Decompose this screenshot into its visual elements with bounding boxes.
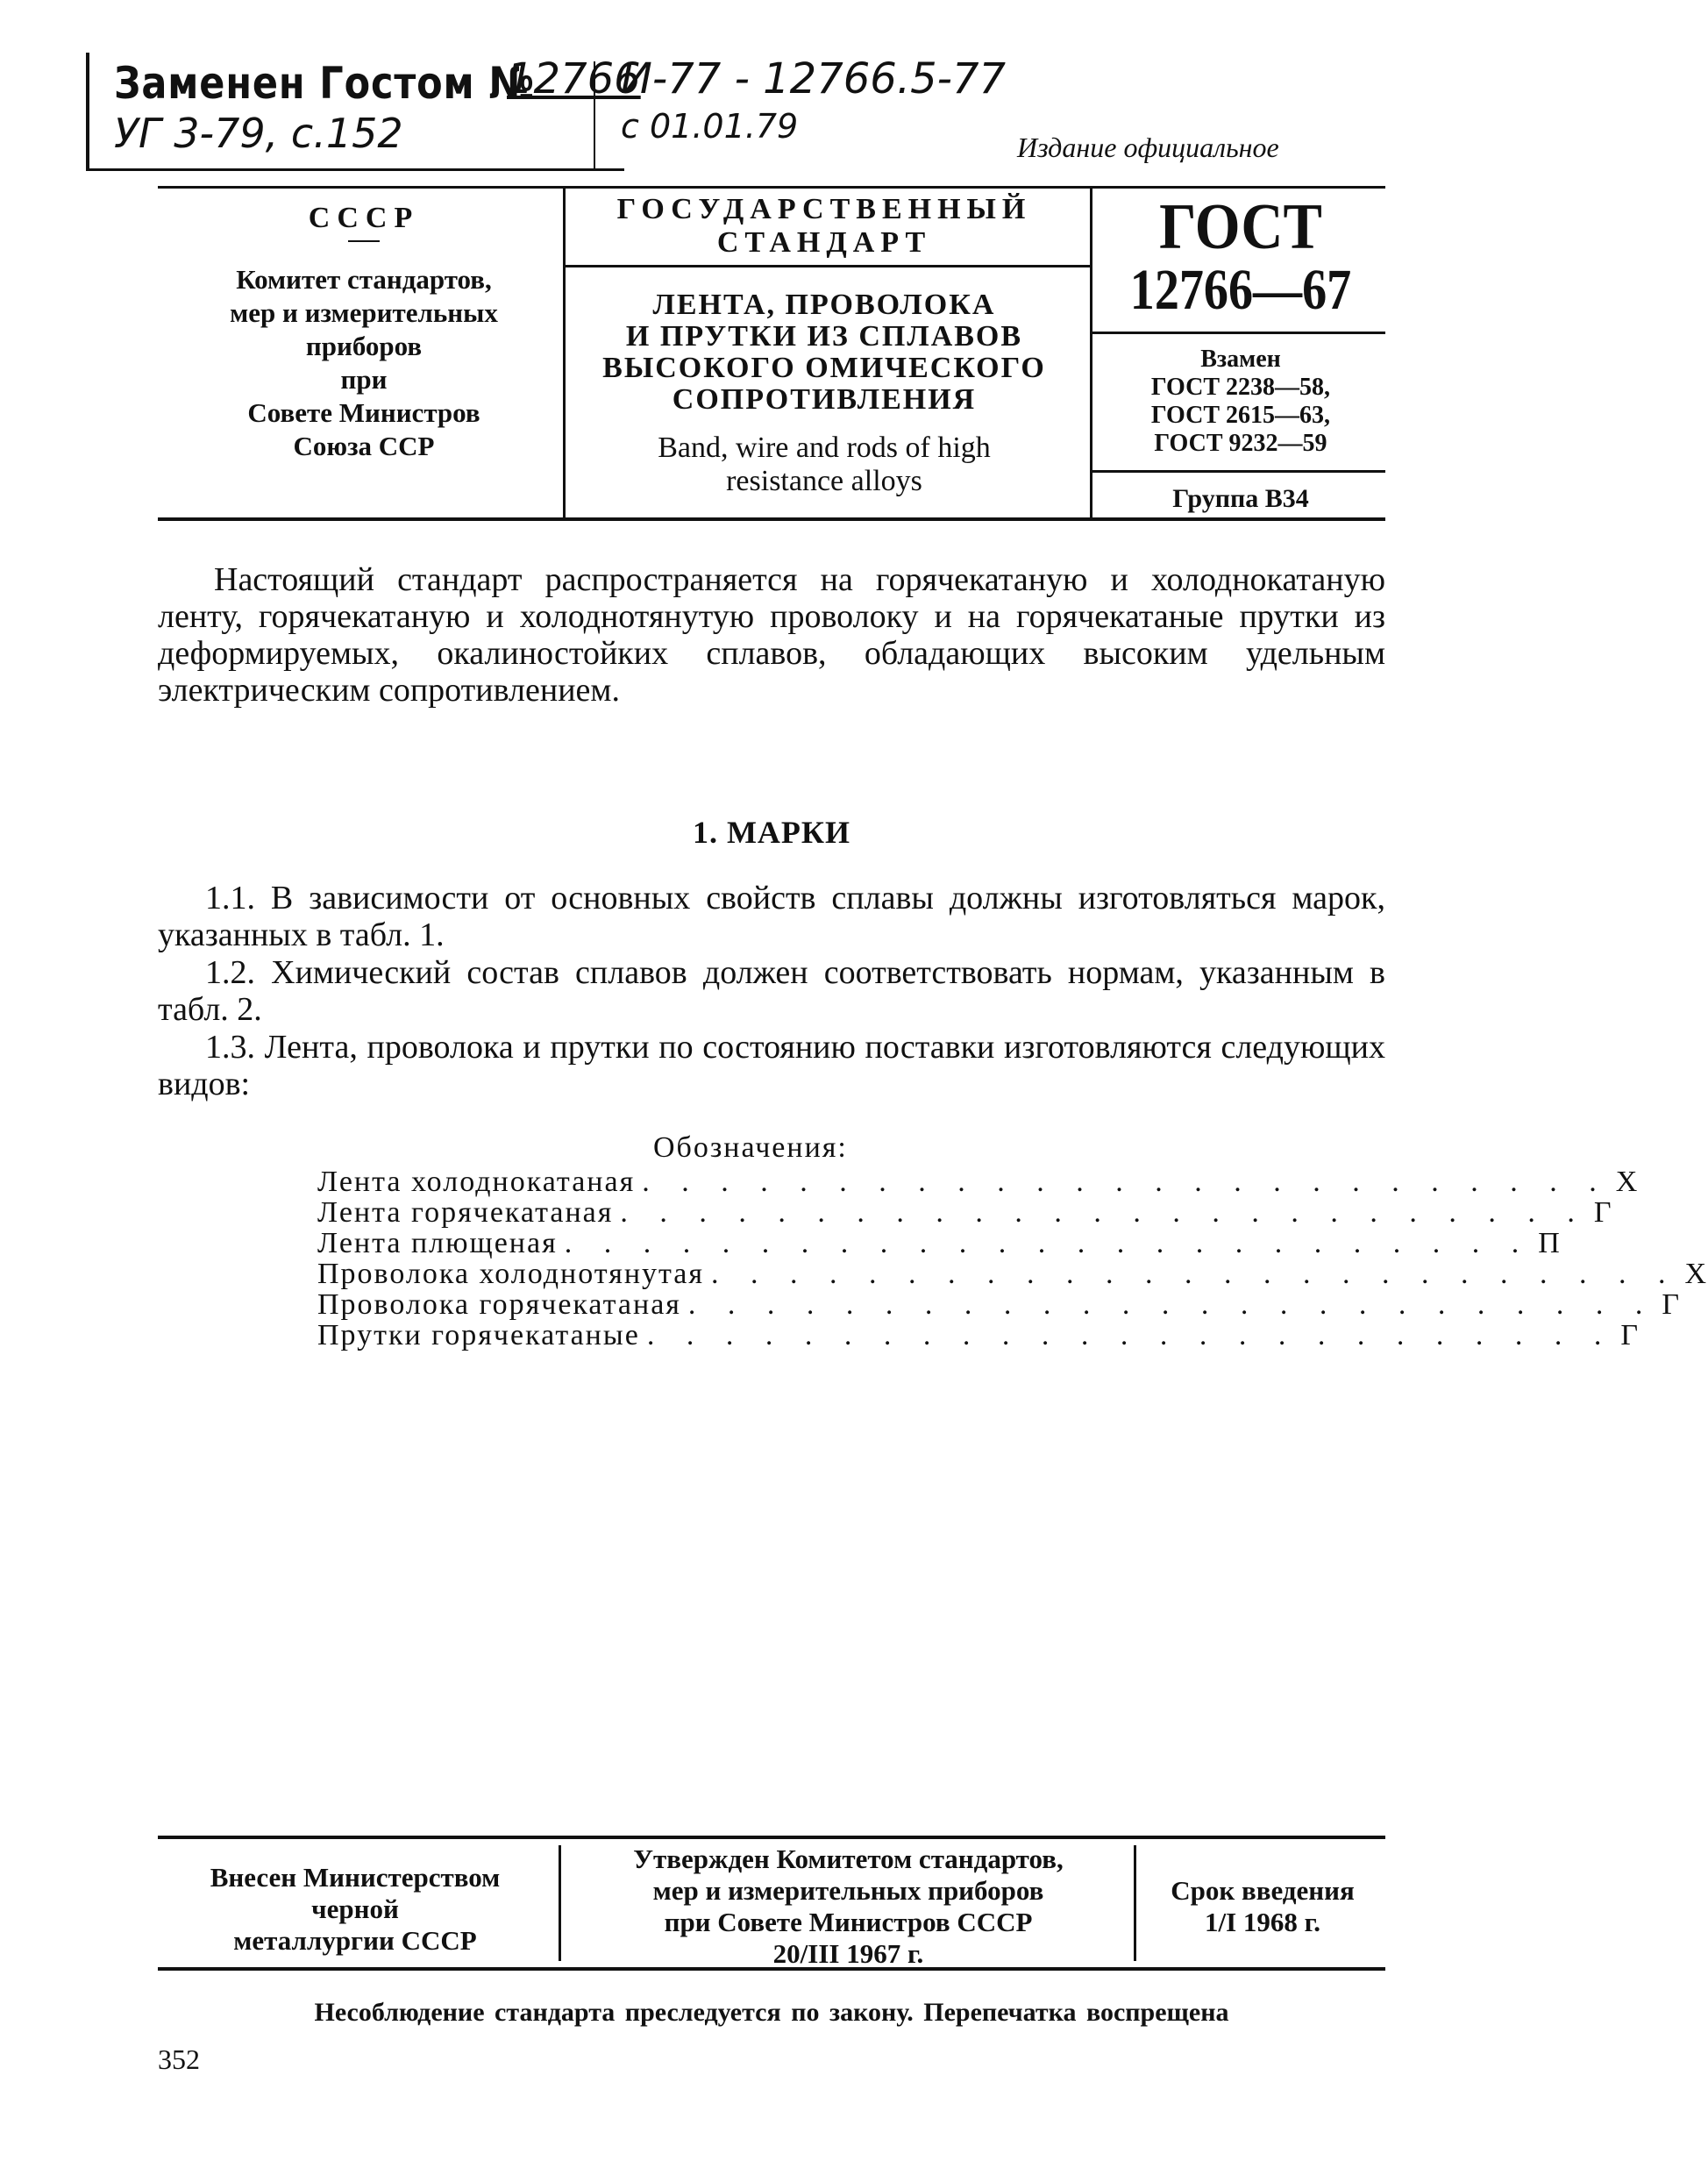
standard-type: СТАНДАРТ (716, 226, 932, 259)
header-top-rule (158, 186, 1385, 189)
introduced-by (158, 1862, 552, 1957)
title-line: СОПРОТИВЛЕНИЯ (672, 383, 977, 416)
legend-row (317, 1227, 1562, 1259)
introduced-line: Внесен Министерством (210, 1862, 501, 1893)
standard-title (566, 289, 1083, 416)
gost-label: ГОСТ (1159, 191, 1322, 263)
legend-title: Обозначения: (653, 1131, 848, 1164)
footer-top-rule (158, 1836, 1385, 1839)
header-bottom-rule (158, 517, 1385, 521)
stamp-replaced-text: Заменен Гостом № (114, 58, 535, 109)
replaces-list (1096, 346, 1385, 458)
issuer-line: Совете Министров (247, 397, 480, 428)
title-line: И ПРУТКИ ИЗ СПЛАВОВ (625, 320, 1023, 353)
legal-notice: Несоблюдение стандарта преследуется по закону. Перепечатка воспрещена (314, 1998, 1229, 2027)
clause-1-3: 1.3. Лента, проволока и прутки по состоянию поставки изготовляются следующих видов: (158, 1029, 1385, 1102)
legend-label: Лента горячекатаная (317, 1196, 614, 1229)
legend-label: Лента плющеная (317, 1227, 558, 1259)
introduced-line: черной (311, 1893, 399, 1924)
replaces-line: ГОСТ 9232—59 (1154, 430, 1327, 457)
issuer-line: при (340, 364, 388, 395)
handwritten-new-standard: И-77 - 12766.5-77 (621, 54, 1007, 103)
legend-label: Прутки горячекатаные (317, 1319, 640, 1351)
legend-row (317, 1166, 1640, 1198)
approved-by (566, 1843, 1131, 1970)
standard-title-block (566, 193, 1083, 498)
leader-dots: . . . . . . . . . . . . . . . . . . . . . . . . . (646, 1319, 1614, 1351)
issuer-line: мер и измерительных (230, 297, 498, 328)
footer-col-divider-2 (1134, 1845, 1136, 1961)
stamp-handwritten-number: 12766 (507, 54, 641, 103)
approved-line: Утвержден Комитетом стандартов, (633, 1843, 1064, 1874)
effective-date (1140, 1875, 1385, 1938)
issuer-block (158, 202, 570, 463)
legend-code: Х (1684, 1258, 1708, 1290)
replaces-line: ГОСТ 2238—58, (1150, 374, 1331, 401)
legend-label: Проволока горячекатаная (317, 1288, 681, 1321)
legend-code: Г (1662, 1288, 1682, 1321)
title-en-line: Band, wire and rods of high (658, 431, 991, 464)
legend-code: Х (1615, 1166, 1640, 1198)
section-title: 1. МАРКИ (692, 815, 851, 850)
replaces-line: Взамен (1200, 346, 1281, 373)
gost-number-block (1096, 191, 1385, 514)
leader-dots: . . . . . . . . . . . . . . . . . . . . . . . . . (564, 1227, 1532, 1259)
standard-type: ГОСУДАРСТВЕННЫЙ (616, 193, 1032, 225)
legend-row (317, 1319, 1640, 1351)
leader-dots: . . . . . . . . . . . . . . . . . . . . . . . . . (687, 1288, 1655, 1321)
approved-line: 20/III 1967 г. (772, 1938, 924, 1969)
legend-label: Лента холоднокатаная (317, 1166, 636, 1198)
legend-code: Г (1593, 1196, 1613, 1229)
introduced-line: металлургии СССР (233, 1925, 477, 1956)
legend-code: П (1538, 1227, 1562, 1259)
effective-line: Срок введения (1171, 1875, 1355, 1906)
handwritten-date: с 01.01.79 (621, 107, 799, 146)
clause-1-2: 1.2. Химический состав сплавов должен соответствовать нормам, указанным в табл. 2. (158, 954, 1385, 1028)
leader-dots: . . . . . . . . . . . . . . . . . . . . . . . . . (620, 1196, 1587, 1229)
header-col-divider-2 (1090, 189, 1092, 517)
issuer-line: Союза ССР (293, 431, 435, 461)
replaces-line: ГОСТ 2615—63, (1150, 402, 1331, 429)
legend-label: Проволока холоднотянутая (317, 1258, 705, 1290)
leader-dots: . . . . . . . . . . . . . . . . . . . . . . . . . (642, 1166, 1609, 1198)
issuer-dash (348, 240, 380, 242)
title-line: ВЫСОКОГО ОМИЧЕСКОГО (602, 352, 1046, 384)
title-line: ЛЕНТА, ПРОВОЛОКА (652, 289, 996, 321)
legend-row (317, 1258, 1708, 1290)
title-en-line: resistance alloys (726, 465, 922, 497)
intro-paragraph: Настоящий стандарт распространяется на горячекатаную и холоднокатаную ленту, горячекатаную и холоднотянутую проволоку и на горячекатаные прутки из деформируемых, окалиностойких сплавов, обладающих высоким удельным электрическим сопротивлением. (158, 561, 1385, 709)
effective-line: 1/I 1968 г. (1204, 1907, 1320, 1937)
stamp-index-reference: УГ 3-79, с.152 (114, 110, 403, 157)
page-number: 352 (158, 2043, 200, 2075)
approved-line: мер и измерительных приборов (652, 1875, 1044, 1906)
footer-col-divider-1 (559, 1845, 561, 1961)
ussr-label: СССР (308, 202, 420, 234)
designation-legend (317, 1166, 1708, 1351)
issuer-line: приборов (305, 331, 423, 361)
issuer-line: Комитет стандартов, (236, 264, 492, 295)
leader-dots: . . . . . . . . . . . . . . . . . . . . . . . . . (711, 1258, 1678, 1290)
legend-row (317, 1196, 1613, 1229)
legend-code: Г (1620, 1319, 1640, 1351)
edition-label: Издание официальное (1017, 132, 1279, 163)
legend-row (317, 1288, 1682, 1321)
gost-number: 12766—67 (1129, 258, 1352, 322)
standard-title-english (566, 431, 1083, 498)
approved-line: при Совете Министров СССР (664, 1907, 1033, 1937)
group-label: Группа В34 (1172, 484, 1309, 513)
clause-1-1: 1.1. В зависимости от основных свойств сплавы должны изготовляться марок, указанных в табл. 1. (158, 880, 1385, 953)
